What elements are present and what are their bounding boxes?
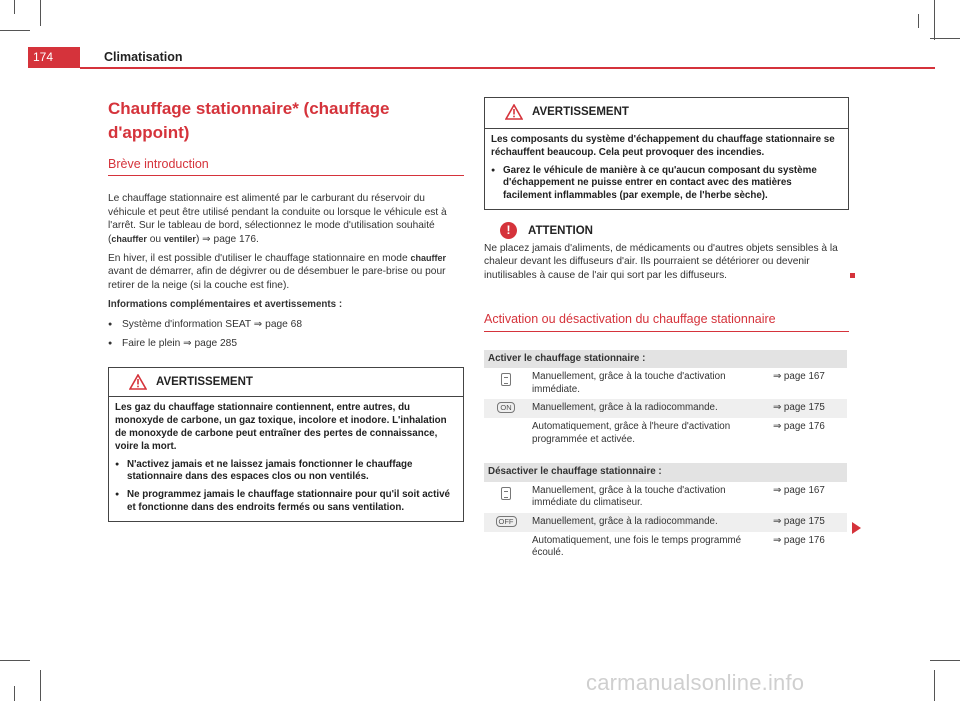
table-cell: Manuellement, grâce à la radiocommande. bbox=[528, 513, 769, 532]
attention-header bbox=[484, 222, 849, 242]
warning-body bbox=[109, 397, 463, 520]
end-marker-icon bbox=[850, 273, 855, 278]
exclamation-icon: ! bbox=[500, 222, 517, 239]
crop-mark bbox=[40, 0, 41, 26]
page-ref[interactable]: ⇒ page 175 bbox=[769, 399, 847, 418]
page-ref[interactable]: ⇒ page 167 bbox=[773, 371, 825, 383]
warning-body bbox=[485, 129, 848, 209]
page-ref[interactable]: ⇒ page 175 bbox=[769, 513, 847, 532]
crop-mark bbox=[934, 0, 935, 40]
table-cell: Automatiquement, une fois le temps programmé écoulé. bbox=[532, 534, 742, 559]
warning-item: ● N'activez jamais et ne laissez jamais fonctionner le chauffage stationnaire dans des espaces clos ou non ventilés. bbox=[115, 459, 457, 485]
page-title: Chauffage stationnaire* (chauffage d'appoint) bbox=[108, 99, 390, 142]
warning-icon bbox=[505, 104, 523, 120]
crop-mark bbox=[40, 670, 41, 701]
table-cell: Manuellement, grâce à la touche d'activation immédiate du climatiseur. bbox=[532, 484, 726, 509]
warning-label: AVERTISSEMENT bbox=[156, 376, 253, 389]
crop-mark bbox=[930, 38, 960, 39]
table-cell: Manuellement, grâce à la touche d'activation immédiate. bbox=[532, 371, 726, 395]
section-title: Climatisation bbox=[104, 50, 183, 64]
crop-mark bbox=[0, 660, 30, 661]
section-heading: Activation ou désactivation du chauffage stationnaire bbox=[484, 313, 849, 331]
crop-mark bbox=[14, 0, 15, 14]
warning-label: AVERTISSEMENT bbox=[532, 106, 629, 118]
off-button-icon: OFF bbox=[496, 516, 517, 527]
info-list bbox=[108, 318, 464, 351]
crop-mark bbox=[934, 670, 935, 701]
list-item[interactable]: ● Système d'information SEAT ⇒ page 68 bbox=[108, 318, 464, 331]
crop-mark bbox=[930, 660, 960, 661]
page-ref[interactable]: ⇒ page 176 bbox=[773, 420, 825, 432]
crop-mark bbox=[918, 14, 919, 28]
list-item[interactable]: ● Faire le plein ⇒ page 285 bbox=[108, 337, 464, 350]
warning-item: ● Garez le véhicule de manière à ce qu'aucun composant du système d'échappement ne puisse entrer en contact avec des matières facilement inflammables (par exemple, de l'herbe sèche). bbox=[491, 165, 842, 203]
on-button-icon: ON bbox=[497, 402, 514, 413]
warning-text: Les composants du système d'échappement du chauffage stationnaire se réchauffent beaucoup. Cela peut provoquer des incendies. bbox=[491, 134, 835, 158]
subtitle: Brève introduction bbox=[108, 158, 464, 176]
table-heading: Activer le chauffage stationnaire : bbox=[484, 350, 847, 369]
paragraph: Le chauffage stationnaire est alimenté par le carburant du réservoir du véhicule et peut être utilisé pendant la conduite ou lorsque le véhicule est à l'arrêt. Sur le tableau de bord, sélectionnez le mode d'utilisation souhaité (chauffer ou ventiler) ⇒ page 176. bbox=[108, 193, 447, 245]
attention-label: ATTENTION bbox=[528, 224, 593, 237]
warning-box bbox=[108, 367, 464, 521]
heater-key-icon bbox=[501, 373, 511, 386]
heater-key-icon bbox=[501, 487, 511, 500]
deactivate-table bbox=[484, 463, 847, 563]
warning-text: Les gaz du chauffage stationnaire contiennent, entre autres, du monoxyde de carbone, un gaz toxique, incolore et inodore. L'inhalation de monoxyde de carbone peut entraîner des pertes de connaissance, voire la mort. bbox=[115, 402, 447, 452]
crop-mark bbox=[0, 30, 30, 31]
warning-header bbox=[109, 368, 463, 397]
warning-icon bbox=[129, 374, 147, 390]
header-rule bbox=[80, 67, 935, 69]
paragraph: En hiver, il est possible d'utiliser le chauffage stationnaire en mode chauffer avant de démarrer, afin de dégivrer ou de désembuer le pare-brise ou pour retirer de la neige (si la couche est fine). bbox=[108, 253, 446, 291]
warning-item: ● Ne programmez jamais le chauffage stationnaire pour qu'il soit activé et fonctionne dans des endroits fermés ou sans ventilation. bbox=[115, 489, 457, 515]
activate-table bbox=[484, 350, 847, 450]
crop-mark bbox=[14, 686, 15, 701]
warning-header bbox=[485, 98, 848, 129]
page-ref[interactable]: ⇒ page 167 bbox=[773, 484, 825, 496]
page-number: 174 bbox=[28, 47, 80, 68]
table-heading: Désactiver le chauffage stationnaire : bbox=[484, 463, 847, 482]
warning-box bbox=[484, 97, 849, 210]
table-cell: Automatiquement, grâce à l'heure d'activation programmée et activée. bbox=[532, 420, 731, 445]
page-ref[interactable]: ⇒ page 176 bbox=[773, 534, 825, 546]
next-page-arrow-icon bbox=[852, 522, 861, 534]
watermark: carmanualsonline.info bbox=[586, 670, 805, 695]
left-column bbox=[108, 97, 464, 522]
attention-text: Ne placez jamais d'aliments, de médicaments ou d'autres objets sensibles à la chaleur devant les diffuseurs d'air. Ils pourraient se détériorer ou devenir inutilisables à cause de l'air qui sort par les diffuseurs. bbox=[484, 242, 849, 282]
info-heading: Informations complémentaires et avertissements : bbox=[108, 299, 343, 311]
table-cell: Manuellement, grâce à la radiocommande. bbox=[528, 399, 769, 418]
right-column bbox=[484, 97, 849, 563]
